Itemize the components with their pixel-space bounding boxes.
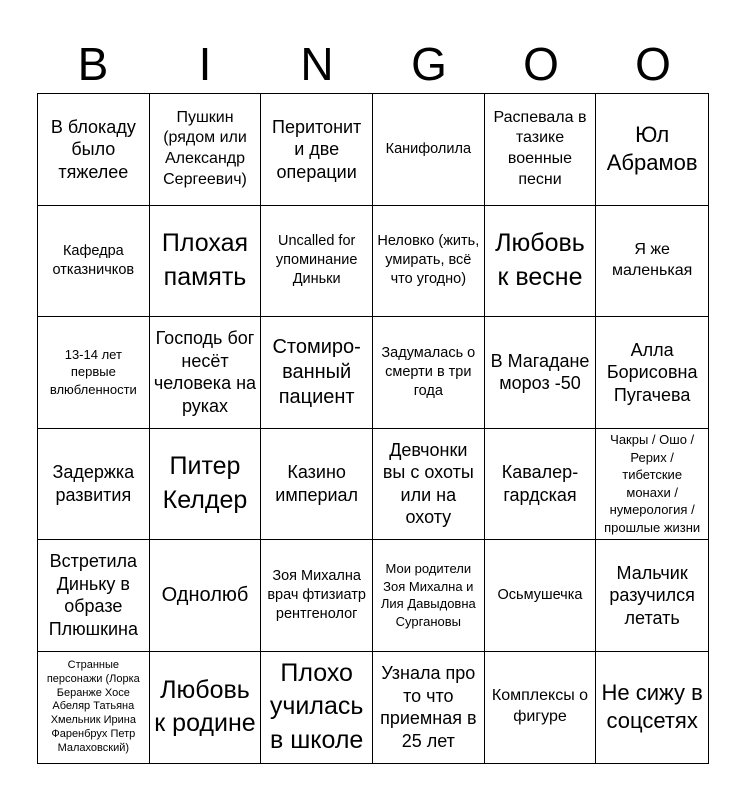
bingo-cell[interactable]: Пушкин (рядом или Александр Сергеевич) [150, 94, 262, 206]
bingo-cell[interactable]: Юл Абрамов [596, 94, 708, 206]
bingo-cell[interactable]: Питер Келдер [150, 429, 262, 541]
bingo-cell[interactable]: Канифолила [373, 94, 485, 206]
bingo-cell[interactable]: Узнала про то что приемная в 25 лет [373, 652, 485, 764]
bingo-cell[interactable]: Кафедра отказничков [38, 206, 150, 318]
bingo-cell[interactable]: Комплексы о фигуре [485, 652, 597, 764]
bingo-cell[interactable]: Встретила Диньку в образе Плюшкина [38, 540, 150, 652]
bingo-cell[interactable]: Странные персонажи (Лорка Беранже Хосе Абеляр Татьяна Хмельник Ирина Фаренбрух Петр Малаховский) [38, 652, 150, 764]
bingo-cell[interactable]: Осьмушечка [485, 540, 597, 652]
bingo-cell[interactable]: Кавалер-гардская [485, 429, 597, 541]
bingo-cell[interactable]: Не сижу в соцсетях [601, 679, 703, 734]
bingo-cell[interactable]: Перитонит и две операции [261, 94, 373, 206]
bingo-cell[interactable]: Однолюб [150, 540, 262, 652]
bingo-cell[interactable]: Любовь к родине [150, 652, 262, 764]
header-letter-i: I [198, 38, 212, 90]
header-letter-g: G [411, 38, 447, 90]
bingo-cell[interactable]: Неловко (жить, умирать, всё что угодно) [373, 206, 485, 318]
header-letter-o: O [523, 38, 559, 90]
bingo-cell[interactable]: Мальчик разучился летать [596, 540, 708, 652]
bingo-cell[interactable]: Мои родители Зоя Михална и Лия Давыдовна Сургановы [373, 540, 485, 652]
bingo-cell[interactable]: Казино империал [261, 429, 373, 541]
bingo-cell[interactable]: Господь бог несёт человека на руках [150, 317, 262, 429]
bingo-cell[interactable]: Задержка развития [38, 429, 150, 541]
bingo-cell[interactable]: Любовь к весне [485, 206, 597, 318]
bingo-cell[interactable]: Зоя Михална врач фтизиатр рентгенолог [261, 540, 373, 652]
bingo-grid [37, 93, 709, 764]
header-letter-o-2: O [635, 38, 671, 90]
bingo-cell[interactable]: Я же маленькая [596, 206, 708, 318]
header-letter-b: B [77, 38, 109, 90]
bingo-cell[interactable]: Девчонки вы с охоты или на охоту [373, 429, 485, 541]
bingo-cell[interactable]: Стомиро-ванный пациент [261, 317, 373, 429]
bingo-cell[interactable]: 13-14 лет первые влюбленности [38, 317, 150, 429]
bingo-cell[interactable]: Распевала в тазике военные песни [485, 94, 597, 206]
bingo-cell[interactable]: В Магадане мороз -50 [485, 317, 597, 429]
bingo-header [37, 34, 709, 94]
bingo-cell[interactable]: В блокаду было тяжелее [38, 94, 150, 206]
bingo-cell[interactable]: Алла Борисовна Пугачева [596, 317, 708, 429]
bingo-cell[interactable]: Чакры / Ошо / Рерих / тибетские монахи / нумерология / прошлые жизни [596, 429, 708, 541]
bingo-cell[interactable]: Плохо училась в школе [261, 652, 373, 764]
header-letter-n: N [300, 38, 334, 90]
bingo-cell[interactable]: Задумалась о смерти в три года [373, 317, 485, 429]
bingo-cell[interactable]: Плохая память [150, 206, 262, 318]
bingo-cell[interactable]: Uncalled for упоминание Диньки [261, 206, 373, 318]
